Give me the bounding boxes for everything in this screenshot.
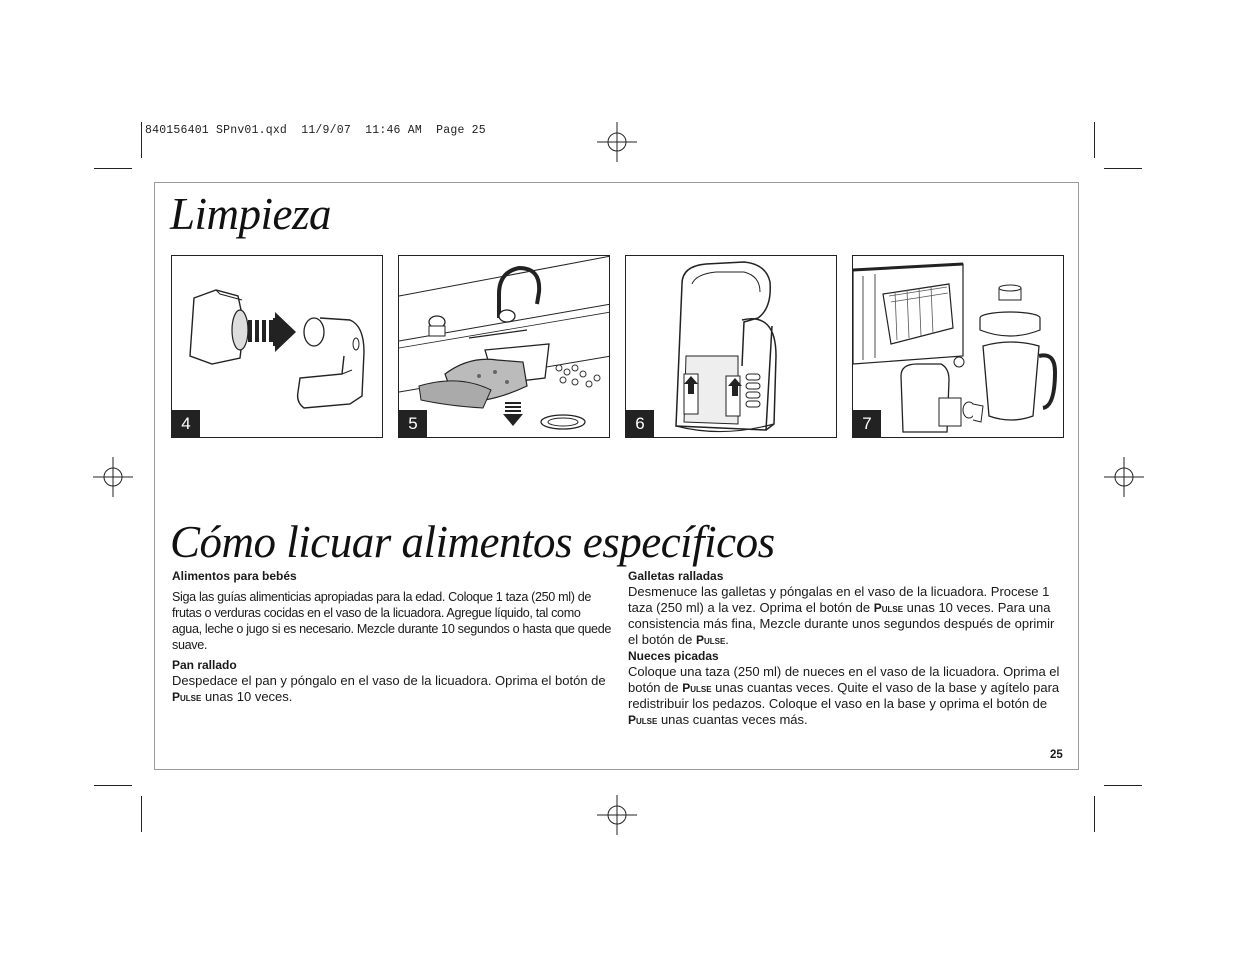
print-slug: 840156401 SPnv01.qxd 11/9/07 11:46 AM Page 25 xyxy=(145,124,486,137)
registration-mark-icon xyxy=(93,457,133,497)
step-number-badge: 4 xyxy=(172,410,200,437)
breadcrumbs-heading: Pan rallado xyxy=(172,658,237,672)
detach-knob-illustration-icon xyxy=(172,256,383,438)
step-number-badge: 5 xyxy=(399,410,427,437)
crop-mark xyxy=(94,168,132,169)
dishwasher-parts-illustration-icon xyxy=(853,256,1064,438)
pulse-label: Pulse xyxy=(695,633,726,647)
crop-mark xyxy=(94,785,132,786)
crop-mark xyxy=(1104,785,1142,786)
step-number-badge: 7 xyxy=(853,410,881,437)
text-fragment: Coloque una taza (250 ml) de nueces en el vaso de la licuadora. Oprima el botón de xyxy=(628,664,1060,695)
step-panel-5 xyxy=(398,255,610,438)
cookie-crumbs-heading: Galletas ralladas xyxy=(628,569,724,583)
pulse-label: Pulse xyxy=(873,601,904,615)
step-panel-7 xyxy=(852,255,1064,438)
page-number: 25 xyxy=(1050,749,1063,761)
text-fragment: unas 10 veces. Para una consistencia más fina, Mezcle durante unos segundos después de oprimir el botón de xyxy=(628,600,1055,647)
breadcrumbs-text xyxy=(172,673,612,705)
crop-mark xyxy=(1094,796,1095,832)
left-column xyxy=(172,568,612,705)
text-fragment: unas 10 veces. xyxy=(201,689,293,704)
registration-mark-icon xyxy=(1104,457,1144,497)
cookie-crumbs-text xyxy=(628,584,1068,648)
step-panel-4 xyxy=(171,255,383,438)
pulse-label: Pulse xyxy=(628,713,658,727)
text-fragment: unas cuantas veces. Quite el vaso de la base y agítelo para redistribuir los pedazos. Coloque el vaso en la base y oprima el botón de xyxy=(628,680,1060,711)
step-number-badge: 6 xyxy=(626,410,654,437)
baby-food-text: Siga las guías alimenticias apropiadas para la edad. Coloque 1 taza (250 ml) de frutas o verduras cocidas en el vaso de la licuadora. Agregue líquido, tal como agua, leche o jugo si es necesario. Mezcle durante 10 segundos o hasta que quede suave. xyxy=(172,590,611,652)
text-fragment: . xyxy=(725,632,729,647)
wash-jar-sink-illustration-icon xyxy=(399,256,610,438)
section-title-cleaning: Limpieza xyxy=(170,189,332,239)
text-fragment: Desmenuce las galletas y póngalas en el vaso de la licuadora. Procese 1 taza (250 ml) a la vez. Oprima el botón de xyxy=(628,584,1050,615)
crop-mark xyxy=(1094,122,1095,158)
chopped-nuts-text xyxy=(628,664,1068,728)
registration-mark-icon xyxy=(597,122,637,162)
step-panel-6 xyxy=(625,255,837,438)
registration-mark-icon xyxy=(597,795,637,835)
baby-food-heading: Alimentos para bebés xyxy=(172,569,297,583)
crop-mark xyxy=(1104,168,1142,169)
pulse-label: Pulse xyxy=(682,681,712,695)
crop-mark xyxy=(141,796,142,832)
wipe-base-illustration-icon xyxy=(626,256,837,438)
crop-mark xyxy=(141,122,142,158)
text-fragment: unas cuantas veces más. xyxy=(657,712,808,727)
section-title-blending: Cómo licuar alimentos específicos xyxy=(170,517,775,567)
pulse-label: Pulse xyxy=(172,690,202,704)
text-fragment: Despedace el pan y póngalo en el vaso de la licuadora. Oprima el botón de xyxy=(172,673,606,688)
right-column xyxy=(628,568,1068,728)
chopped-nuts-heading: Nueces picadas xyxy=(628,649,719,663)
